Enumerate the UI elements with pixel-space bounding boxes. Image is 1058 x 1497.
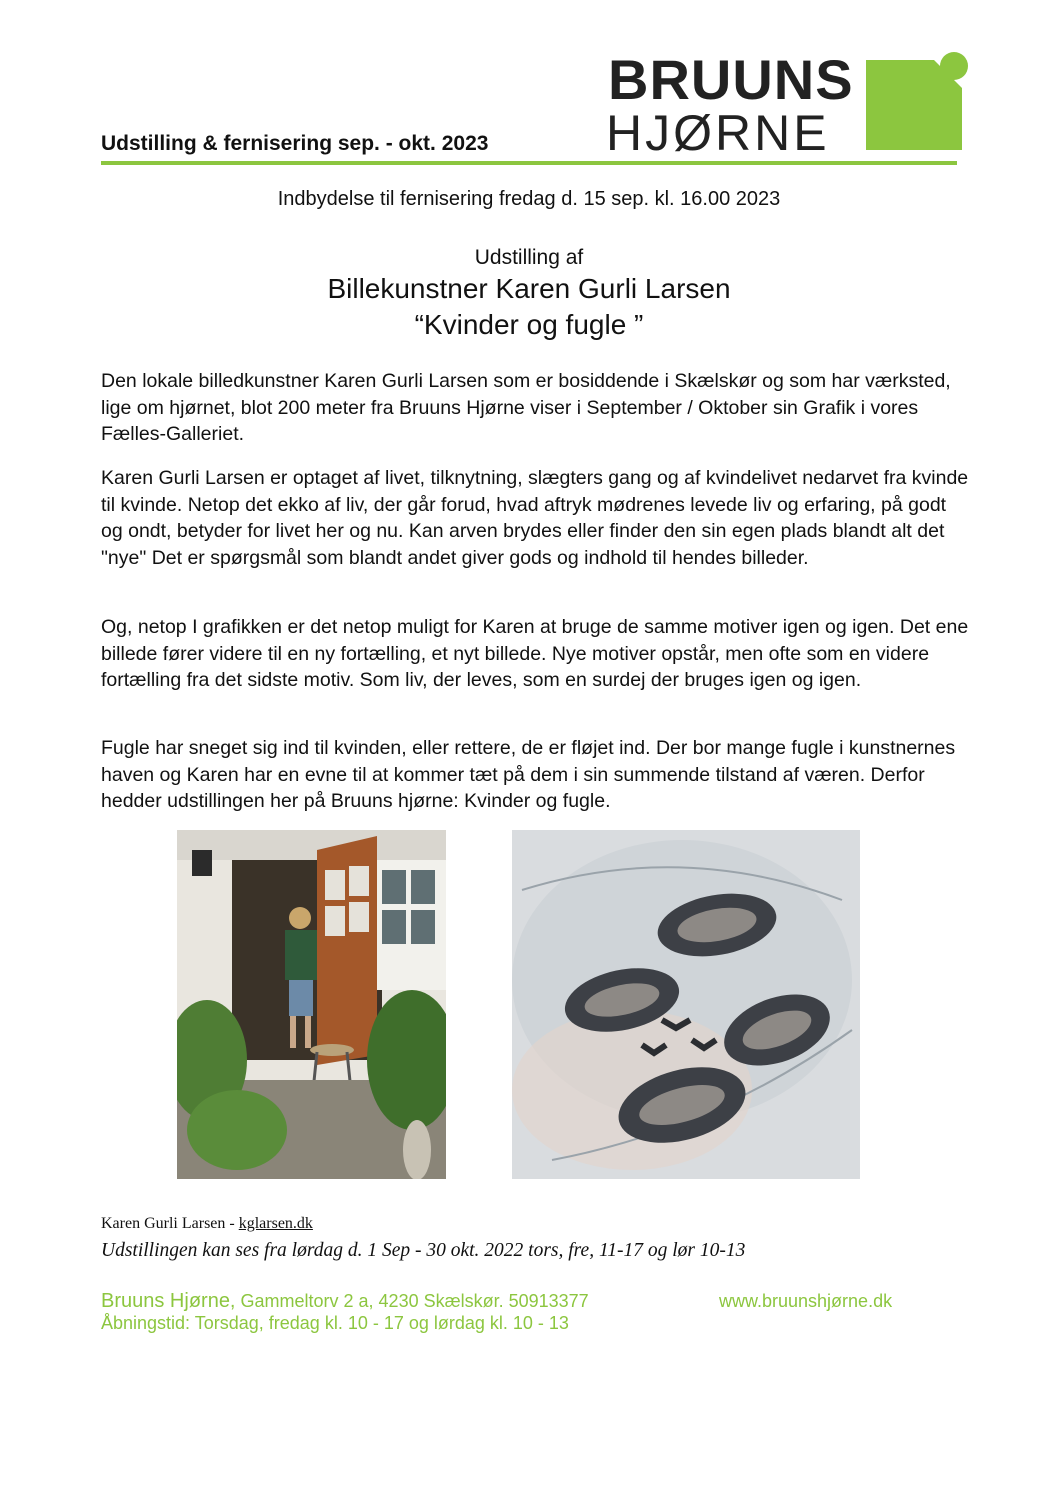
- invitation-line: Indbydelse til fernisering fredag d. 15 sep. kl. 16.00 2023: [277, 188, 781, 210]
- footer-address: Gammeltorv 2 a, 4230 Skælskør. 50913377: [235, 1291, 589, 1311]
- exhibition-title: “Kvinder og fugle ”: [414, 309, 644, 340]
- artist-name: Billekunstner Karen Gurli Larsen: [327, 273, 731, 304]
- artist-website-link[interactable]: kglarsen.dk: [238, 1215, 313, 1232]
- footer-venue-name: Bruuns Hjørne,: [101, 1290, 236, 1312]
- paragraph-graphics: Og, netop I grafikken er det netop muligt for Karen at bruge de samme motiver igen og igen. Det ene billede fører videre til en ny fortælling, et nyt billede. Nye motiver opstår, men ofte som en videre fortælling fra det sidste motiv. Som liv, der leves, som en surdej der bruges igen og igen.: [101, 616, 969, 691]
- paragraph-themes: Karen Gurli Larsen er optaget af livet, tilknytning, slægters gang og af kvindelivet nedarvet fra kvinde til kvinde. Netop det ekko af liv, der går forud, hvad aftryk mødrenes levede liv og erfaring, på godt og ondt, betyder for livet her og nu. Kan arven brydes eller finder den sin egen plads blandt alt det "nye" Det er spørgsmål som blandt andet giver gods og indhold til hendes billeder.: [101, 467, 969, 569]
- logo-mark-icon: [866, 50, 970, 154]
- exhibition-dates: Udstillingen kan ses fra lørdag d. 1 Sep - 30 okt. 2022 tors, fre, 11-17 og lør 10-13: [101, 1240, 746, 1261]
- paragraph-birds: Fugle har sneget sig ind til kvinden, eller rettere, de er fløjet ind. Der bor mange fugle i kunstnernes haven og Karen har en evne til at kommer tæt på dem i sin summende tilstand af væren. Derfor hedder udstillingen her på Bruuns hjørne: Kvinder og fugle.: [101, 737, 956, 812]
- photo-caption: [101, 1215, 313, 1233]
- logo-text-bruuns: BRUUNS: [608, 48, 854, 111]
- logo-text-hjorne: HJØRNE: [606, 105, 830, 161]
- artist-doorway-photo: [177, 830, 446, 1179]
- artwork-photo: [512, 830, 860, 1179]
- page-title: Udstilling & fernisering sep. - okt. 2023: [101, 132, 489, 155]
- header-divider: [101, 161, 957, 165]
- footer-website-link[interactable]: www.bruunshjørne.dk: [719, 1291, 893, 1311]
- footer-opening-hours: Åbningstid: Torsdag, fredag kl. 10 - 17 og lørdag kl. 10 - 13: [101, 1313, 569, 1333]
- footer-address-line: [101, 1290, 589, 1313]
- caption-prefix: Karen Gurli Larsen -: [101, 1215, 239, 1232]
- exhibition-of: Udstilling af: [474, 246, 584, 269]
- paragraph-intro: Den lokale billedkunstner Karen Gurli Larsen som er bosiddende i Skælskør og som har værksted, lige om hjørnet, blot 200 meter fra Bruuns Hjørne viser i September / Oktober sin Grafik i vores Fælles-Galleriet.: [101, 370, 951, 445]
